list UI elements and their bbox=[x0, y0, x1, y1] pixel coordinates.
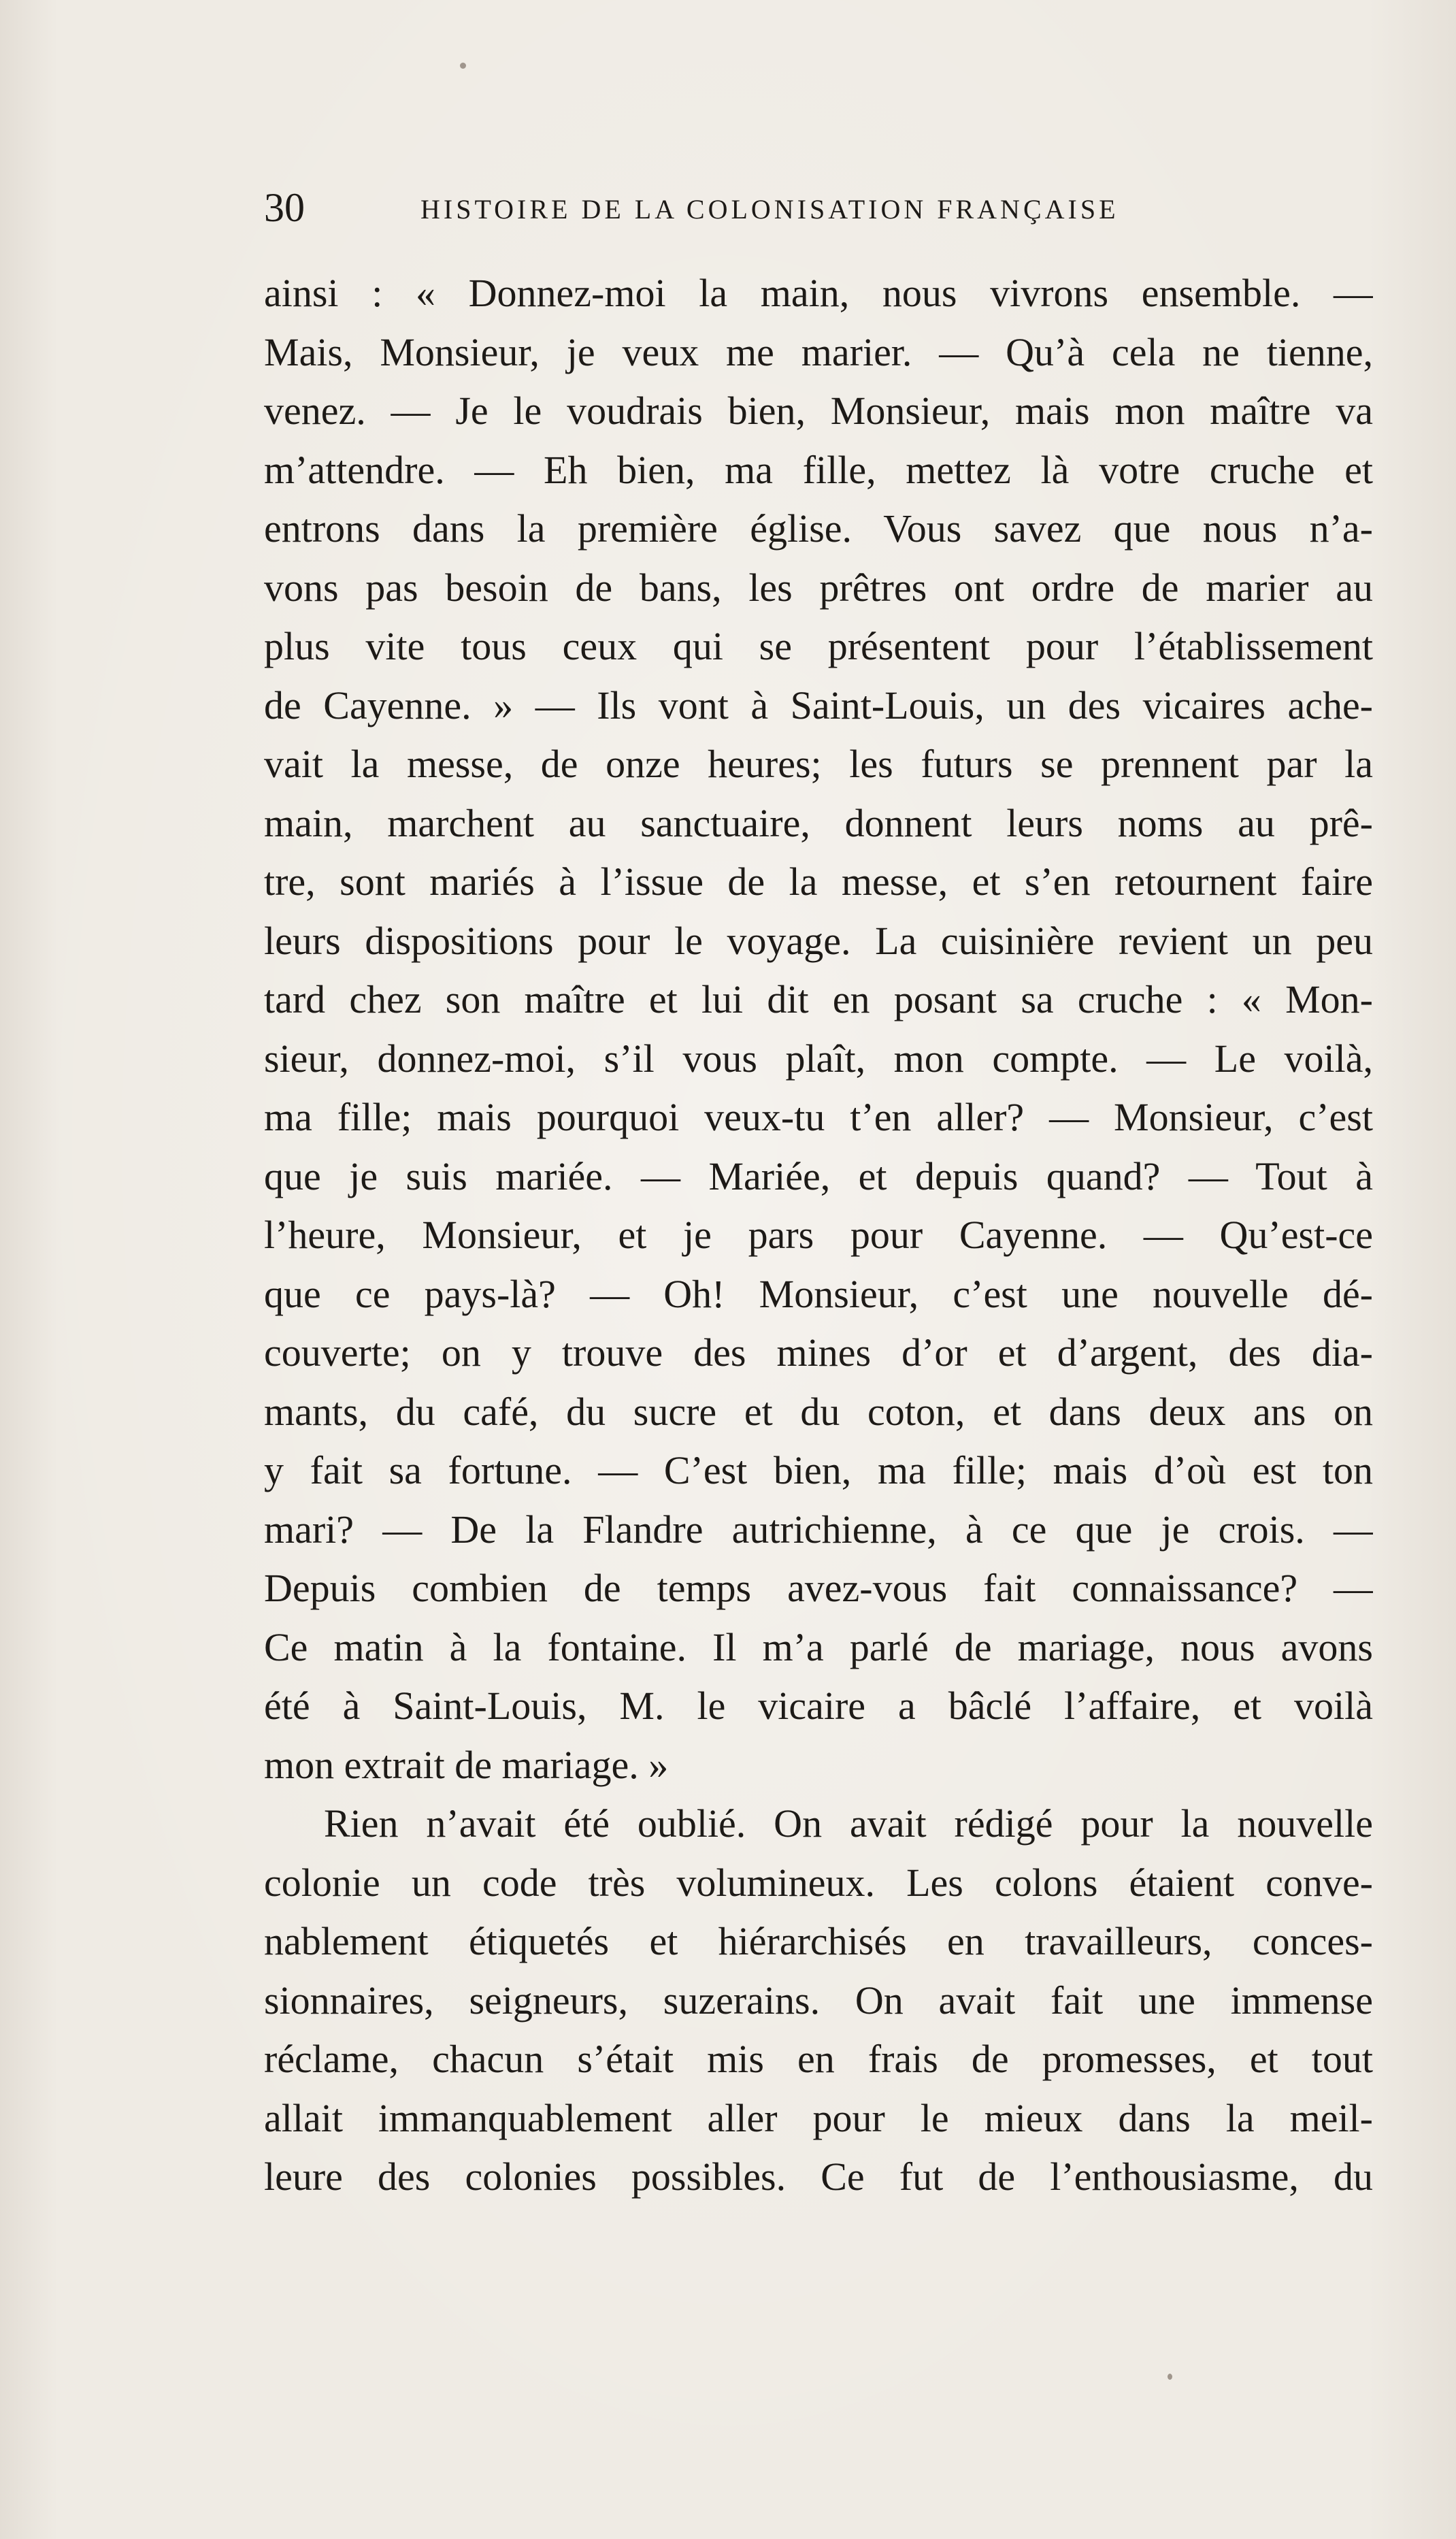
text-line: vait la messe, de onze heures; les futurs se prennent par la bbox=[264, 742, 1373, 786]
text-line: de Cayenne. » — Ils vont à Saint-Louis, un des vicaires ache- bbox=[264, 683, 1373, 727]
text-line: sieur, donnez-moi, s’il vous plaît, mon compte. — Le voilà, bbox=[264, 1036, 1373, 1081]
text-line: ma fille; mais pourquoi veux-tu t’en aller? — Monsieur, c’est bbox=[264, 1095, 1373, 1139]
text-line: leurs dispositions pour le voyage. La cuisinière revient un peu bbox=[264, 918, 1373, 963]
text-line: réclame, chacun s’était mis en frais de promesses, et tout bbox=[264, 2037, 1373, 2081]
text-line: couverte; on y trouve des mines d’or et d’argent, des dia- bbox=[264, 1330, 1373, 1375]
text-line: colonie un code très volumineux. Les colons étaient conve- bbox=[264, 1860, 1373, 1905]
text-line: Rien n’avait été oublié. On avait rédigé pour la nouvelle bbox=[324, 1801, 1373, 1846]
text-line: mants, du café, du sucre et du coton, et dans deux ans on bbox=[264, 1389, 1373, 1434]
paper-speck bbox=[1168, 2374, 1172, 2380]
text-line: tre, sont mariés à l’issue de la messe, et s’en retournent faire bbox=[264, 859, 1373, 904]
text-line: été à Saint-Louis, M. le vicaire a bâclé l’affaire, et voilà bbox=[264, 1684, 1373, 1728]
text-line: mon extrait de mariage. » bbox=[264, 1742, 669, 1787]
paragraph-dialogue bbox=[264, 264, 1373, 1795]
page-number: 30 bbox=[264, 185, 305, 230]
text-line: mari? — De la Flandre autrichienne, à ce que je crois. — bbox=[264, 1507, 1373, 1552]
running-title: HISTOIRE DE LA COLONISATION FRANÇAISE bbox=[420, 194, 1119, 225]
text-line: leure des colonies possibles. Ce fut de l’enthousiasme, du bbox=[264, 2155, 1373, 2199]
text-line: Depuis combien de temps avez-vous fait connaissance? — bbox=[264, 1566, 1373, 1610]
text-line: allait immanquablement aller pour le mieux dans la meil- bbox=[264, 2095, 1373, 2140]
text-line: vons pas besoin de bans, les prêtres ont ordre de marier au bbox=[264, 565, 1373, 610]
text-line: l’heure, Monsieur, et je pars pour Cayenne. — Qu’est-ce bbox=[264, 1213, 1373, 1257]
text-line: Mais, Monsieur, je veux me marier. — Qu’à cela ne tienne, bbox=[264, 329, 1373, 374]
text-line: m’attendre. — Eh bien, ma fille, mettez là votre cruche et bbox=[264, 447, 1373, 492]
text-line: Ce matin à la fontaine. Il m’a parlé de mariage, nous avons bbox=[264, 1624, 1373, 1669]
running-head bbox=[264, 180, 1380, 235]
paragraph-colony bbox=[264, 1795, 1373, 2207]
text-line: plus vite tous ceux qui se présentent pour l’établissement bbox=[264, 624, 1373, 668]
body-text bbox=[264, 264, 1373, 2207]
text-line: entrons dans la première église. Vous savez que nous n’a- bbox=[264, 506, 1373, 551]
text-line: y fait sa fortune. — C’est bien, ma fille; mais d’où est ton bbox=[264, 1448, 1373, 1492]
text-line: ainsi : « Donnez-moi la main, nous vivrons ensemble. — bbox=[264, 271, 1373, 315]
text-line: que ce pays-là? — Oh! Monsieur, c’est une nouvelle dé- bbox=[264, 1271, 1373, 1316]
text-line: tard chez son maître et lui dit en posant sa cruche : « Mon- bbox=[264, 977, 1373, 1021]
text-line: sionnaires, seigneurs, suzerains. On avait fait une immense bbox=[264, 1978, 1373, 2022]
text-line: nablement étiquetés et hiérarchisés en travailleurs, conces- bbox=[264, 1919, 1373, 1963]
text-line: venez. — Je le voudrais bien, Monsieur, mais mon maître va bbox=[264, 389, 1373, 433]
text-line: que je suis mariée. — Mariée, et depuis quand? — Tout à bbox=[264, 1153, 1373, 1198]
text-line: main, marchent au sanctuaire, donnent leurs noms au prê- bbox=[264, 800, 1373, 845]
paper-speck bbox=[460, 63, 466, 69]
